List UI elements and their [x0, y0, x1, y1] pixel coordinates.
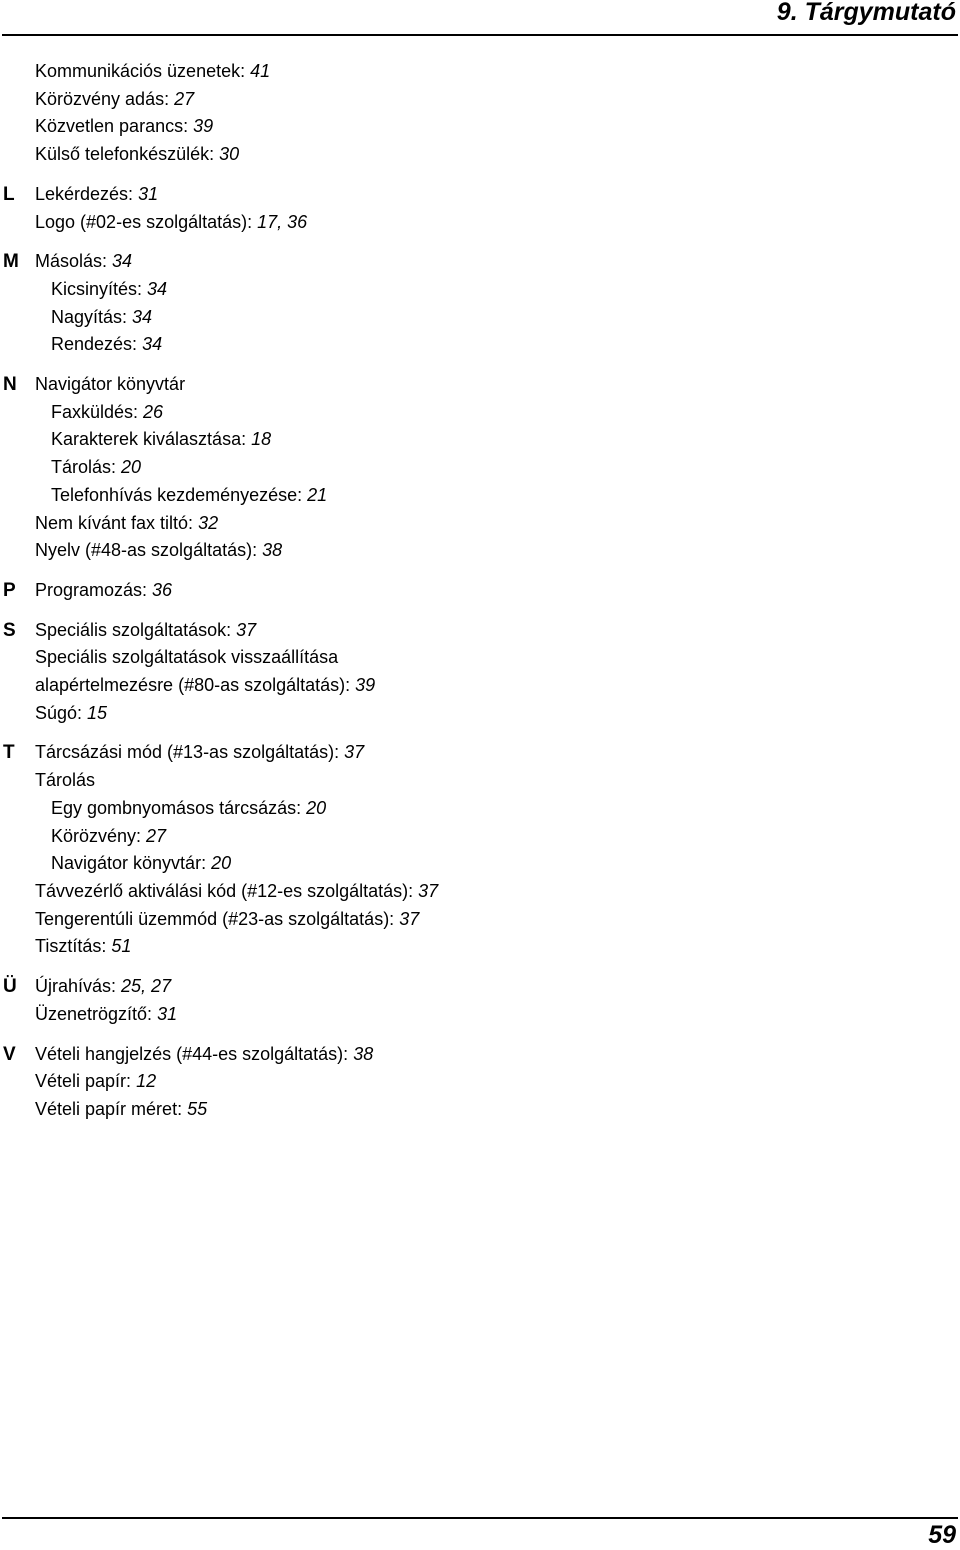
entry-page-ref: 30 [219, 144, 240, 165]
entry-page-ref: 55 [187, 1098, 208, 1119]
entry-page-ref: 31 [138, 183, 159, 204]
index-entry [0, 510, 940, 538]
index-letter: Ü [3, 976, 17, 998]
entry-page-ref: 27 [174, 88, 195, 109]
index-letter: M [3, 251, 19, 273]
entry-text: Karakterek kiválasztása: [51, 429, 252, 450]
index-entry [0, 181, 940, 209]
index-entry [0, 248, 940, 276]
index-group [0, 577, 940, 605]
entry-text: Egy gombnyomásos tárcsázás: [51, 797, 307, 818]
index-letter: L [3, 183, 15, 205]
entry-page-ref: 20 [121, 457, 142, 478]
entry-page-ref: 36 [152, 579, 173, 600]
index-group [0, 181, 940, 236]
entry-text: Navigátor könyvtár [35, 374, 186, 395]
index-entry [0, 878, 940, 906]
entry-text: Körözvény: [51, 825, 147, 846]
entry-text: Speciális szolgáltatások: [35, 619, 237, 640]
index-subentry [0, 823, 940, 851]
index-letter: V [3, 1043, 16, 1065]
page-number: 59 [928, 1521, 956, 1549]
entry-page-ref: 32 [198, 512, 219, 533]
entry-text: Külső telefonkészülék: [35, 144, 220, 165]
section-title: 9. Tárgymutató [776, 0, 956, 26]
index-entry [0, 113, 940, 141]
entry-text: Nagyítás: [51, 306, 133, 327]
entry-text: Üzenetrögzítő: [35, 1003, 158, 1024]
entry-text: Speciális szolgáltatások visszaállítása [35, 647, 339, 668]
entry-text: Kommunikációs üzenetek: [35, 61, 251, 81]
entry-page-ref: 37 [236, 619, 257, 640]
entry-text: Navigátor könyvtár: [51, 853, 212, 874]
entry-page-ref: 51 [111, 936, 132, 957]
index-subentry [0, 304, 940, 332]
entry-page-ref: 37 [399, 908, 420, 929]
entry-page-ref: 20 [306, 797, 327, 818]
index-entry [0, 973, 940, 1001]
entry-page-ref: 41 [250, 61, 271, 81]
index-letter: S [3, 619, 16, 641]
entry-text: Súgó: [35, 702, 88, 723]
index-subentry [0, 276, 940, 304]
index-subentry [0, 454, 940, 482]
index-entry [0, 739, 940, 767]
entry-page-ref: 17, 36 [257, 211, 308, 232]
entry-text: Tisztítás: [35, 936, 112, 957]
entry-text: Lekérdezés: [35, 183, 139, 204]
entry-page-ref: 38 [262, 540, 283, 561]
entry-text: Tengerentúli üzemmód (#23-as szolgáltatás): [35, 908, 400, 929]
index-entry [0, 644, 940, 672]
entry-page-ref: 34 [142, 334, 163, 355]
entry-text: Tárcsázási mód (#13-as szolgáltatás): [35, 742, 345, 763]
index-subentry [0, 795, 940, 823]
index-entry [0, 209, 940, 237]
index-letter: N [3, 374, 17, 396]
entry-page-ref: 20 [211, 853, 232, 874]
index-subentry [0, 426, 940, 454]
index-entry [0, 371, 940, 399]
index-letter: P [3, 579, 16, 601]
entry-text: Vételi papír méret: [35, 1098, 188, 1119]
index-entry [0, 933, 940, 961]
entry-page-ref: 15 [87, 702, 108, 723]
index-subentry [0, 399, 940, 427]
entry-text: Távvezérlő aktiválási kód (#12-es szolgáltatás): [35, 880, 419, 901]
entry-page-ref: 37 [344, 742, 365, 763]
index-subentry [0, 331, 940, 359]
index-entry [0, 700, 940, 728]
entry-page-ref: 26 [143, 401, 164, 422]
entry-text: Újrahívás: [35, 976, 122, 997]
index-subentry [0, 482, 940, 510]
index-group [0, 1041, 940, 1124]
index-entry [0, 1068, 940, 1096]
index-group [0, 973, 940, 1028]
index-entry [0, 58, 940, 86]
entry-page-ref: 38 [353, 1043, 374, 1064]
index-entry [0, 906, 940, 934]
entry-text: Nyelv (#48-as szolgáltatás): [35, 540, 263, 561]
index-entry [0, 86, 940, 114]
entry-page-ref: 34 [112, 251, 133, 272]
entry-text: Kicsinyítés: [51, 278, 148, 299]
entry-page-ref: 21 [307, 484, 328, 505]
entry-text: Rendezés: [51, 334, 143, 355]
index-group [0, 617, 940, 728]
entry-text: Nem kívánt fax tiltó: [35, 512, 199, 533]
entry-page-ref: 31 [157, 1003, 178, 1024]
entry-text: Telefonhívás kezdeményezése: [51, 484, 308, 505]
entry-page-ref: 27 [146, 825, 167, 846]
entry-page-ref: 39 [193, 116, 214, 137]
index-entry [0, 1096, 940, 1124]
entry-text: Közvetlen parancs: [35, 116, 194, 137]
index-group [0, 371, 940, 565]
entry-page-ref: 18 [251, 429, 272, 450]
entry-text: Programozás: [35, 579, 153, 600]
index-entry [0, 141, 940, 169]
index-list [0, 58, 940, 1136]
entry-page-ref: 34 [132, 306, 153, 327]
index-letter: T [3, 742, 15, 764]
header-rule [2, 34, 958, 36]
entry-text: Vételi hangjelzés (#44-es szolgáltatás): [35, 1043, 354, 1064]
index-entry [0, 1001, 940, 1029]
index-subentry [0, 850, 940, 878]
index-group [0, 248, 940, 359]
entry-text: Körözvény adás: [35, 88, 175, 109]
index-entry [0, 1041, 940, 1069]
entry-page-ref: 12 [136, 1071, 157, 1092]
entry-text: Vételi papír: [35, 1071, 137, 1092]
footer-rule [2, 1517, 958, 1519]
index-group [0, 58, 940, 169]
index-group [0, 739, 940, 961]
entry-text: Tárolás: [51, 457, 122, 478]
entry-text: Tárolás [35, 770, 96, 791]
entry-text: Másolás: [35, 251, 113, 272]
entry-page-ref: 39 [355, 675, 376, 696]
index-entry [0, 672, 940, 700]
entry-text: Logo (#02-es szolgáltatás): [35, 211, 258, 232]
index-entry [0, 577, 940, 605]
entry-page-ref: 37 [418, 880, 439, 901]
index-entry [0, 537, 940, 565]
index-entry [0, 767, 940, 795]
entry-text: Faxküldés: [51, 401, 144, 422]
entry-page-ref: 34 [147, 278, 168, 299]
entry-page-ref: 25, 27 [121, 976, 172, 997]
entry-text: alapértelmezésre (#80-as szolgáltatás): [35, 675, 356, 696]
index-entry [0, 617, 940, 645]
